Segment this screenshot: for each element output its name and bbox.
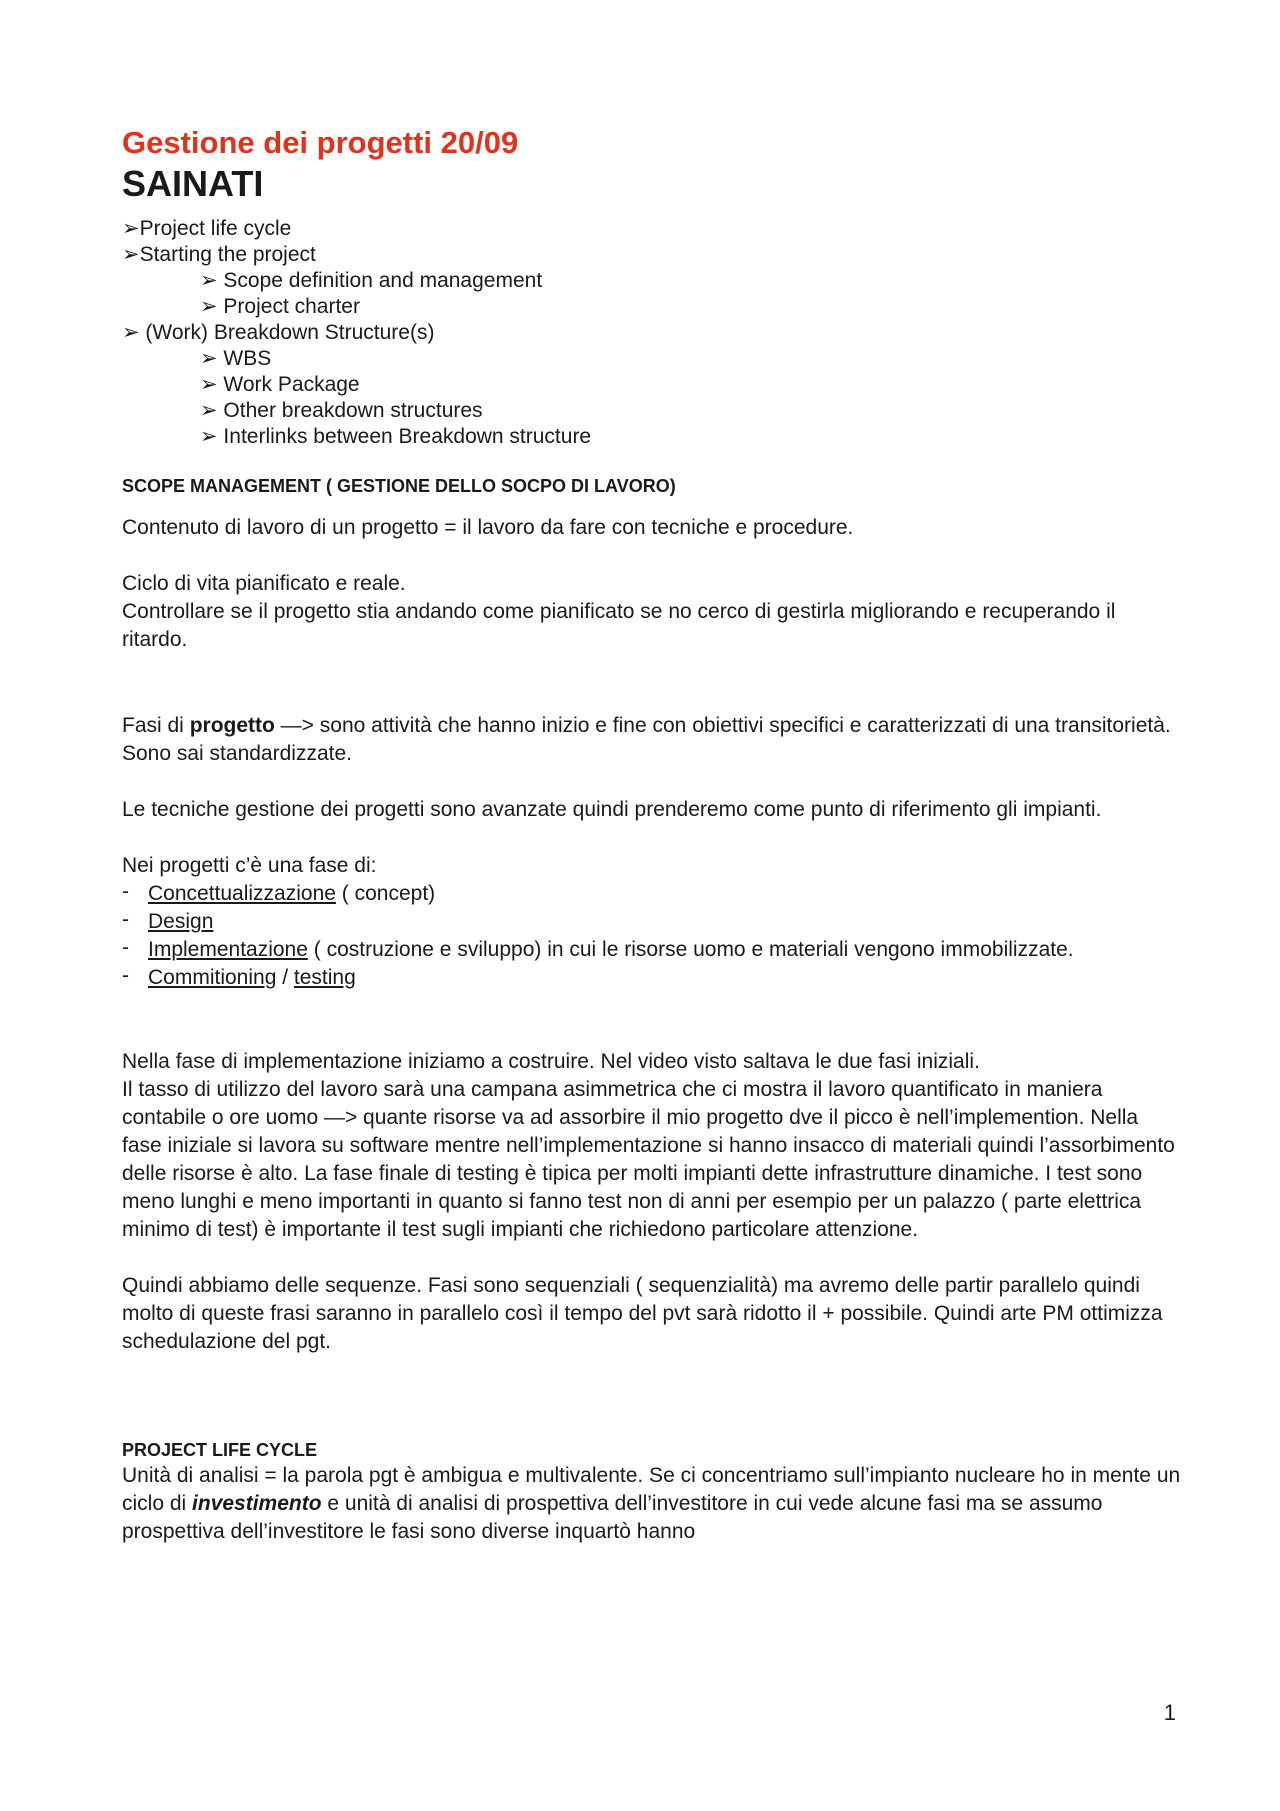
project-phases-paragraph bbox=[122, 712, 1182, 768]
document-page bbox=[122, 124, 1182, 1546]
text-run: Unità di analisi = la parola pgt è ambigua e multivalente. Se ci concentriamo sull’impianto nucleare ho in mente un ciclo di bbox=[122, 1464, 1181, 1515]
text-run: —> sono attività che hanno inizio e fine con obiettivi specifici e caratterizzati di una transitorietà. Sono sai standardizzate. bbox=[122, 714, 1171, 765]
bold-term: progetto bbox=[189, 714, 275, 737]
life-cycle-line: Ciclo di vita pianificato e reale. bbox=[122, 572, 406, 595]
techniques-paragraph: Le tecniche gestione dei progetti sono avanzate quindi prenderemo come punto di riferimento gli impianti. bbox=[122, 798, 1102, 821]
topic-outline bbox=[122, 216, 1182, 450]
list-item bbox=[122, 908, 1182, 936]
sequences-paragraph: Quindi abbiamo delle sequenze. Fasi sono sequenziali ( sequenzialità) ma avremo delle partir parallelo quindi molto di queste frasi saranno in parallelo così il tempo del pvt sarà ridotto il + possibile. Quindi arte PM ottimizza schedulazione del pgt. bbox=[122, 1274, 1163, 1353]
page-title: Gestione dei progetti 20/09 bbox=[122, 125, 519, 160]
phase-term: Design bbox=[148, 910, 214, 933]
phase-term: Implementazione bbox=[148, 938, 308, 961]
outline-item: ➢ Interlinks between Breakdown structure bbox=[200, 425, 592, 448]
page-number: 1 bbox=[1163, 1700, 1176, 1725]
outline-item: ➢ Work Package bbox=[200, 373, 360, 396]
outline-item: ➢ (Work) Breakdown Structure(s) bbox=[122, 321, 435, 344]
outline-item: ➢Starting the project bbox=[122, 243, 316, 266]
text-run: e unità di analisi di prospettiva dell’investitore in cui vede alcune fasi ma se assumo prospettiva dell’investitore le fasi sono diverse inquartò hanno bbox=[122, 1492, 1103, 1543]
outline-item: ➢Project life cycle bbox=[122, 217, 292, 240]
phases-list bbox=[122, 880, 1182, 992]
list-item bbox=[122, 964, 1182, 992]
outline-item: ➢ Scope definition and management bbox=[200, 269, 543, 292]
control-paragraph: Controllare se il progetto stia andando come pianificato se no cerco di gestirla migliorando e recuperando il ritardo. bbox=[122, 600, 1116, 651]
outline-item: ➢ Project charter bbox=[200, 295, 360, 318]
text-run: ( costruzione e sviluppo) in cui le risorse uomo e materiali vengono immobilizzate. bbox=[307, 938, 1074, 961]
text-run: ( concept) bbox=[335, 882, 436, 905]
list-item bbox=[122, 936, 1182, 964]
text-run: Fasi di bbox=[122, 714, 190, 737]
page-subtitle: SAINATI bbox=[122, 163, 264, 204]
text-run: / bbox=[276, 966, 294, 989]
resource-usage-paragraph: Il tasso di utilizzo del lavoro sarà una campana asimmetrica che ci mostra il lavoro quantificato in maniera contabile o ore uomo —> quante risorse va ad assorbire il mio progetto dve il picco è nell’implemention. Nella fase iniziale si lavora su software mentre nell’implementazione si hanno insacco di materiali quindi l’assorbimento delle risorse è alto. La fase finale di testing è tipica per molti impianti dette infrastrutture dinamiche. I test sono meno lunghi e meno importanti in quanto si fanno test non di anni per esempio per un palazzo ( parte elettrica minimo di test) è importante il test sugli impianti che richiedono particolare attenzione. bbox=[122, 1078, 1175, 1241]
project-life-cycle-heading: PROJECT LIFE CYCLE bbox=[122, 1440, 318, 1460]
scope-management-heading: SCOPE MANAGEMENT ( GESTIONE DELLO SOCPO DI LAVORO) bbox=[122, 476, 676, 496]
implementation-line: Nella fase di implementazione iniziamo a costruire. Nel video visto saltava le due fasi iniziali. bbox=[122, 1050, 980, 1073]
unit-of-analysis-paragraph bbox=[122, 1462, 1182, 1546]
phase-term: Commitioning bbox=[148, 966, 277, 989]
outline-item: ➢ Other breakdown structures bbox=[200, 399, 483, 422]
phase-term: testing bbox=[293, 966, 356, 989]
scope-paragraph: Contenuto di lavoro di un progetto = il lavoro da fare con tecniche e procedure. bbox=[122, 516, 854, 539]
outline-item: ➢ WBS bbox=[200, 347, 272, 370]
phases-intro: Nei progetti c’è una fase di: bbox=[122, 854, 377, 877]
list-item bbox=[122, 880, 1182, 908]
emphasis-term: investimento bbox=[192, 1492, 322, 1515]
phase-term: Concettualizzazione bbox=[148, 882, 336, 905]
